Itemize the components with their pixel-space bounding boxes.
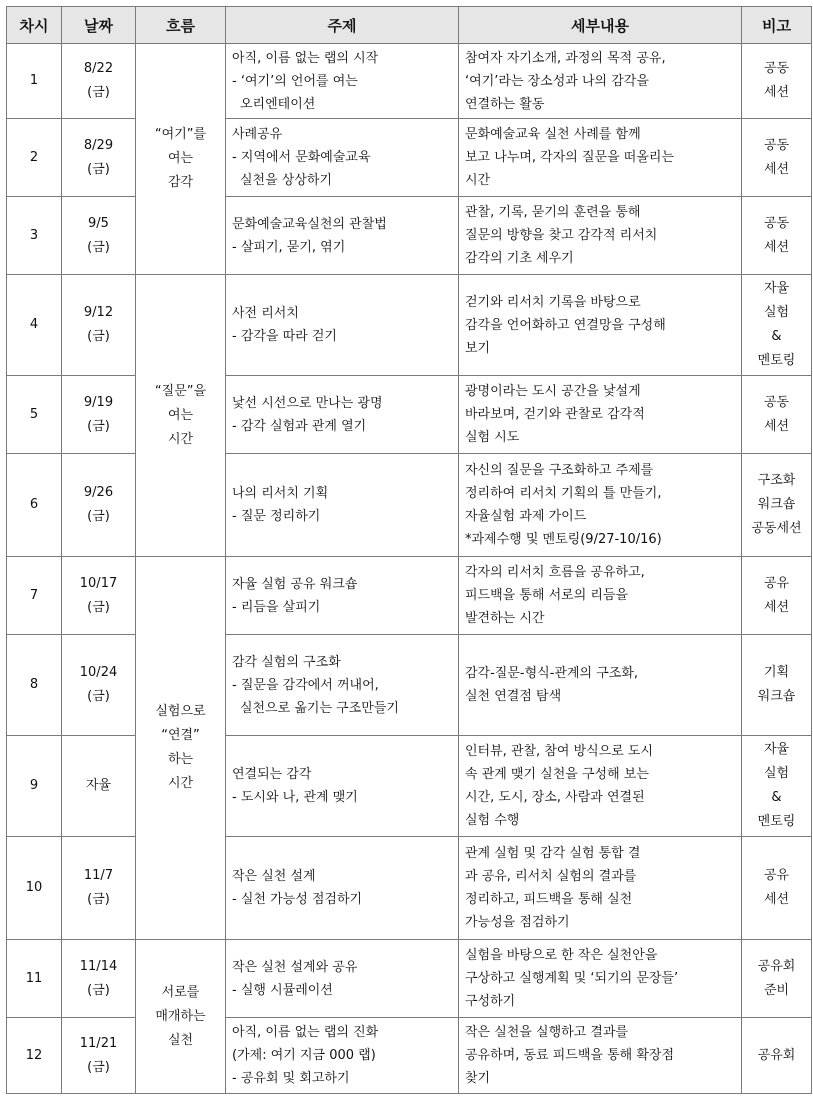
table-row bbox=[7, 376, 812, 454]
header-details: 세부내용 bbox=[459, 7, 742, 44]
date-line: 8/29 bbox=[83, 137, 114, 153]
session-number: 11 bbox=[7, 940, 62, 1018]
note-cell bbox=[742, 454, 812, 557]
table-row bbox=[7, 119, 812, 197]
flow-cell bbox=[136, 44, 226, 275]
topic-cell bbox=[226, 940, 459, 1018]
detail-line: 정리하고, 피드백을 통해 실천 bbox=[465, 892, 633, 907]
topic-line: 문화예술교육실천의 관찰법 bbox=[232, 216, 387, 232]
detail-cell bbox=[459, 940, 742, 1018]
table-row bbox=[7, 197, 812, 275]
note-line: 자율 bbox=[763, 742, 790, 757]
detail-line: *과제수행 및 멘토링(9/27-10/16) bbox=[465, 532, 662, 547]
detail-line: 피드백을 통해 서로의 리듬을 bbox=[465, 588, 629, 603]
flow-line: 실험으로 bbox=[155, 704, 206, 719]
date-line: 11/21 bbox=[79, 1035, 118, 1051]
session-number: 6 bbox=[7, 454, 62, 557]
header-topic: 주제 bbox=[226, 7, 459, 44]
table-row bbox=[7, 736, 812, 837]
flow-line: 하는 bbox=[167, 752, 194, 767]
topic-cell bbox=[226, 1018, 459, 1094]
detail-line: 자신의 질문을 구조화하고 주제를 bbox=[465, 463, 654, 478]
topic-line: - 리듬을 살피기 bbox=[232, 599, 321, 615]
day-line: (금) bbox=[87, 418, 110, 434]
header-flow: 흐름 bbox=[136, 7, 226, 44]
detail-line: 문화예술교육 실천 사례를 함께 bbox=[465, 127, 641, 142]
date-line: 11/7 bbox=[83, 868, 114, 883]
note-line: 준비 bbox=[763, 982, 790, 998]
day-line: (금) bbox=[87, 1059, 110, 1075]
topic-line: 아직, 이름 없는 랩의 진화 bbox=[232, 1025, 379, 1040]
note-line: 공동 bbox=[763, 394, 790, 410]
session-date bbox=[62, 376, 136, 454]
note-line: 공유회 bbox=[757, 1047, 796, 1063]
day-line: (금) bbox=[87, 689, 110, 704]
note-line: 실험 bbox=[763, 766, 790, 781]
session-number: 7 bbox=[7, 557, 62, 635]
note-line: 멘토링 bbox=[757, 353, 796, 368]
detail-cell bbox=[459, 275, 742, 376]
note-line: 워크숍 bbox=[757, 689, 796, 704]
session-date bbox=[62, 635, 136, 736]
detail-line: 속 관계 맺기 실천을 구성해 보는 bbox=[465, 767, 649, 782]
session-date bbox=[62, 736, 136, 837]
flow-cell bbox=[136, 940, 226, 1094]
detail-line: 감각-질문-형식-관계의 구조화, bbox=[465, 666, 639, 681]
detail-cell bbox=[459, 557, 742, 635]
detail-line: 보고 나누며, 각자의 질문을 떠올리는 bbox=[465, 150, 675, 165]
session-date bbox=[62, 837, 136, 940]
detail-cell bbox=[459, 376, 742, 454]
flow-line: 매개하는 bbox=[155, 1008, 206, 1024]
date-line: 11/14 bbox=[79, 958, 118, 974]
note-line: & bbox=[771, 790, 782, 805]
detail-line: 인터뷰, 관찰, 참여 방식으로 도시 bbox=[465, 744, 654, 759]
note-line: 자율 bbox=[763, 281, 790, 296]
note-line: & bbox=[771, 329, 782, 344]
table-row bbox=[7, 837, 812, 940]
topic-cell bbox=[226, 376, 459, 454]
date-line: 10/24 bbox=[79, 665, 118, 680]
flow-line: 시간 bbox=[167, 431, 194, 447]
date-line: 10/17 bbox=[79, 575, 118, 591]
note-cell bbox=[742, 635, 812, 736]
topic-line: - 감각 실험과 관계 열기 bbox=[232, 418, 367, 434]
note-cell bbox=[742, 197, 812, 275]
table-row bbox=[7, 44, 812, 119]
flow-line: “질문”을 bbox=[154, 383, 207, 399]
session-number: 2 bbox=[7, 119, 62, 197]
note-line: 공동세션 bbox=[751, 521, 802, 536]
detail-line: 작은 실천을 실행하고 결과를 bbox=[465, 1025, 629, 1040]
detail-line: 과 공유, 리서치 실험의 결과를 bbox=[465, 869, 637, 884]
detail-line: 정리하여 리서치 기획의 틀 만들기, bbox=[465, 486, 662, 501]
topic-line: 오리엔테이션 bbox=[240, 96, 316, 112]
note-line: 구조화 bbox=[757, 473, 796, 488]
flow-line: 시간 bbox=[167, 776, 194, 791]
topic-line: 실천으로 옮기는 구조만들기 bbox=[240, 700, 399, 716]
day-line: (금) bbox=[87, 892, 110, 907]
detail-cell bbox=[459, 44, 742, 119]
session-number: 9 bbox=[7, 736, 62, 837]
day-line: (금) bbox=[87, 85, 110, 100]
session-number: 10 bbox=[7, 837, 62, 940]
note-line: 공동 bbox=[763, 61, 790, 76]
detail-line: ‘여기’라는 장소성과 나의 감각을 bbox=[465, 73, 649, 89]
topic-cell bbox=[226, 635, 459, 736]
topic-line: - 감각을 따라 걷기 bbox=[232, 329, 337, 344]
detail-line: 찾기 bbox=[465, 1071, 491, 1086]
detail-line: 실험 시도 bbox=[465, 430, 520, 445]
date-line: 자율 bbox=[85, 778, 112, 793]
topic-line: - 지역에서 문화예술교육 bbox=[232, 150, 371, 165]
day-line: (금) bbox=[87, 329, 110, 344]
note-cell bbox=[742, 44, 812, 119]
session-number: 3 bbox=[7, 197, 62, 275]
topic-line: - 공유회 및 회고하기 bbox=[232, 1071, 350, 1086]
date-line: 9/19 bbox=[83, 394, 114, 410]
detail-line: 질문의 방향을 찾고 감각적 리서치 bbox=[465, 228, 658, 243]
detail-line: 감각의 기초 세우기 bbox=[465, 251, 574, 266]
detail-line: 각자의 리서치 흐름을 공유하고, bbox=[465, 565, 645, 580]
topic-line: 사전 리서치 bbox=[232, 306, 299, 321]
flow-line: “연결” bbox=[161, 728, 200, 743]
date-line: 8/22 bbox=[83, 61, 114, 76]
detail-line: 연결하는 활동 bbox=[465, 96, 545, 112]
session-date bbox=[62, 119, 136, 197]
session-date bbox=[62, 940, 136, 1018]
table-row bbox=[7, 635, 812, 736]
note-cell bbox=[742, 275, 812, 376]
date-line: 9/26 bbox=[83, 485, 114, 500]
flow-line: 여는 bbox=[167, 407, 194, 423]
topic-line: 아직, 이름 없는 랩의 시작 bbox=[232, 50, 379, 66]
note-line: 세션 bbox=[763, 599, 790, 615]
note-line: 워크숍 bbox=[757, 497, 796, 512]
topic-line: - 실행 시뮬레이션 bbox=[232, 982, 333, 998]
detail-line: 자율실험 과제 가이드 bbox=[465, 509, 587, 524]
session-date bbox=[62, 197, 136, 275]
header-session-number: 차시 bbox=[7, 7, 62, 44]
topic-line: - 도시와 나, 관계 맺기 bbox=[232, 790, 358, 805]
detail-cell bbox=[459, 454, 742, 557]
detail-line: 관계 실험 및 감각 실험 통합 결 bbox=[465, 846, 641, 861]
detail-cell bbox=[459, 119, 742, 197]
session-date bbox=[62, 454, 136, 557]
detail-cell bbox=[459, 736, 742, 837]
table-row bbox=[7, 940, 812, 1018]
topic-line: 낯선 시선으로 만나는 광명 bbox=[232, 395, 383, 411]
flow-line: 감각 bbox=[167, 175, 194, 190]
topic-cell bbox=[226, 837, 459, 940]
flow-line: 여는 bbox=[167, 151, 194, 166]
note-line: 공유 bbox=[763, 575, 790, 591]
note-line: 세션 bbox=[763, 892, 790, 907]
detail-cell bbox=[459, 837, 742, 940]
flow-cell bbox=[136, 557, 226, 940]
detail-line: 참여자 자기소개, 과정의 목적 공유, bbox=[465, 50, 666, 66]
topic-line: (가제: 여기 지금 000 랩) bbox=[232, 1048, 376, 1063]
date-line: 9/12 bbox=[83, 305, 114, 320]
header-row bbox=[7, 7, 812, 44]
date-line: 9/5 bbox=[88, 215, 109, 231]
session-date bbox=[62, 275, 136, 376]
flow-line: “여기”를 bbox=[154, 127, 207, 142]
topic-line: 작은 실천 설계 bbox=[232, 869, 316, 884]
note-cell bbox=[742, 557, 812, 635]
note-line: 공유 bbox=[763, 868, 790, 883]
detail-line: 실험을 바탕으로 한 작은 실천안을 bbox=[465, 948, 658, 963]
note-cell bbox=[742, 940, 812, 1018]
topic-line: 감각 실험의 구조화 bbox=[232, 654, 341, 670]
note-cell bbox=[742, 1018, 812, 1094]
table-row bbox=[7, 557, 812, 635]
topic-line: - 질문을 감각에서 꺼내어, bbox=[232, 677, 379, 693]
topic-line: 자율 실험 공유 워크숍 bbox=[232, 576, 358, 592]
detail-line: 실천 연결점 탐색 bbox=[465, 689, 562, 704]
note-line: 기획 bbox=[763, 665, 790, 680]
note-cell bbox=[742, 837, 812, 940]
detail-line: 감각을 언어화하고 연결망을 구성해 bbox=[465, 317, 666, 333]
detail-line: 구상하고 실행계획 및 ‘되기의 문장들’ bbox=[465, 971, 679, 986]
topic-line: 작은 실천 설계와 공유 bbox=[232, 959, 358, 975]
topic-cell bbox=[226, 736, 459, 837]
topic-cell bbox=[226, 557, 459, 635]
day-line: (금) bbox=[87, 509, 110, 524]
detail-line: 걷기와 리서치 기록을 바탕으로 bbox=[465, 294, 641, 310]
detail-cell bbox=[459, 1018, 742, 1094]
day-line: (금) bbox=[87, 239, 110, 255]
table-row bbox=[7, 1018, 812, 1094]
detail-line: 관찰, 기록, 묻기의 훈련을 통해 bbox=[465, 205, 641, 220]
detail-line: 가능성을 점검하기 bbox=[465, 915, 570, 930]
session-date bbox=[62, 557, 136, 635]
topic-cell bbox=[226, 119, 459, 197]
session-number: 12 bbox=[7, 1018, 62, 1094]
topic-line: - 실천 가능성 점검하기 bbox=[232, 892, 363, 907]
session-date bbox=[62, 44, 136, 119]
note-line: 세션 bbox=[763, 418, 790, 434]
note-line: 멘토링 bbox=[757, 814, 796, 829]
note-line: 실험 bbox=[763, 305, 790, 320]
session-number: 1 bbox=[7, 44, 62, 119]
flow-line: 서로를 bbox=[161, 984, 200, 1000]
detail-line: 실험 수행 bbox=[465, 813, 520, 828]
session-number: 4 bbox=[7, 275, 62, 376]
schedule-table bbox=[6, 6, 812, 1094]
note-line: 공동 bbox=[763, 137, 790, 153]
note-cell bbox=[742, 119, 812, 197]
detail-line: 공유하며, 동료 피드백을 통해 확장점 bbox=[465, 1048, 675, 1063]
day-line: (금) bbox=[87, 161, 110, 177]
detail-line: 광명이라는 도시 공간을 낯설게 bbox=[465, 384, 641, 399]
detail-line: 보기 bbox=[465, 340, 491, 356]
topic-line: 연결되는 감각 bbox=[232, 767, 312, 782]
note-line: 세션 bbox=[763, 85, 790, 100]
topic-line: 사례공유 bbox=[232, 127, 283, 142]
detail-line: 바라보며, 걷기와 관찰로 감각적 bbox=[465, 407, 645, 422]
session-number: 8 bbox=[7, 635, 62, 736]
topic-line: 실천을 상상하기 bbox=[240, 173, 333, 188]
day-line: (금) bbox=[87, 982, 110, 998]
detail-cell bbox=[459, 197, 742, 275]
detail-line: 구성하기 bbox=[465, 994, 516, 1009]
note-cell bbox=[742, 376, 812, 454]
topic-line: - 살피기, 묻기, 엮기 bbox=[232, 239, 346, 255]
table-row bbox=[7, 454, 812, 557]
note-line: 공유회 bbox=[757, 958, 796, 974]
flow-cell bbox=[136, 275, 226, 557]
detail-line: 시간 bbox=[465, 173, 491, 188]
header-notes: 비고 bbox=[742, 7, 812, 44]
table-row bbox=[7, 275, 812, 376]
topic-cell bbox=[226, 275, 459, 376]
topic-cell bbox=[226, 197, 459, 275]
detail-line: 발견하는 시간 bbox=[465, 611, 545, 626]
session-number: 5 bbox=[7, 376, 62, 454]
note-line: 세션 bbox=[763, 239, 790, 255]
topic-cell bbox=[226, 44, 459, 119]
detail-cell bbox=[459, 635, 742, 736]
flow-line: 실천 bbox=[167, 1032, 194, 1048]
header-date: 날짜 bbox=[62, 7, 136, 44]
note-line: 공동 bbox=[763, 215, 790, 231]
topic-cell bbox=[226, 454, 459, 557]
topic-line: 나의 리서치 기획 bbox=[232, 486, 329, 501]
day-line: (금) bbox=[87, 599, 110, 615]
session-date bbox=[62, 1018, 136, 1094]
note-line: 세션 bbox=[763, 161, 790, 177]
topic-line: - 질문 정리하기 bbox=[232, 509, 321, 524]
topic-line: - ‘여기’의 언어를 여는 bbox=[232, 73, 358, 89]
note-cell bbox=[742, 736, 812, 837]
detail-line: 시간, 도시, 장소, 사람과 연결된 bbox=[465, 790, 645, 805]
